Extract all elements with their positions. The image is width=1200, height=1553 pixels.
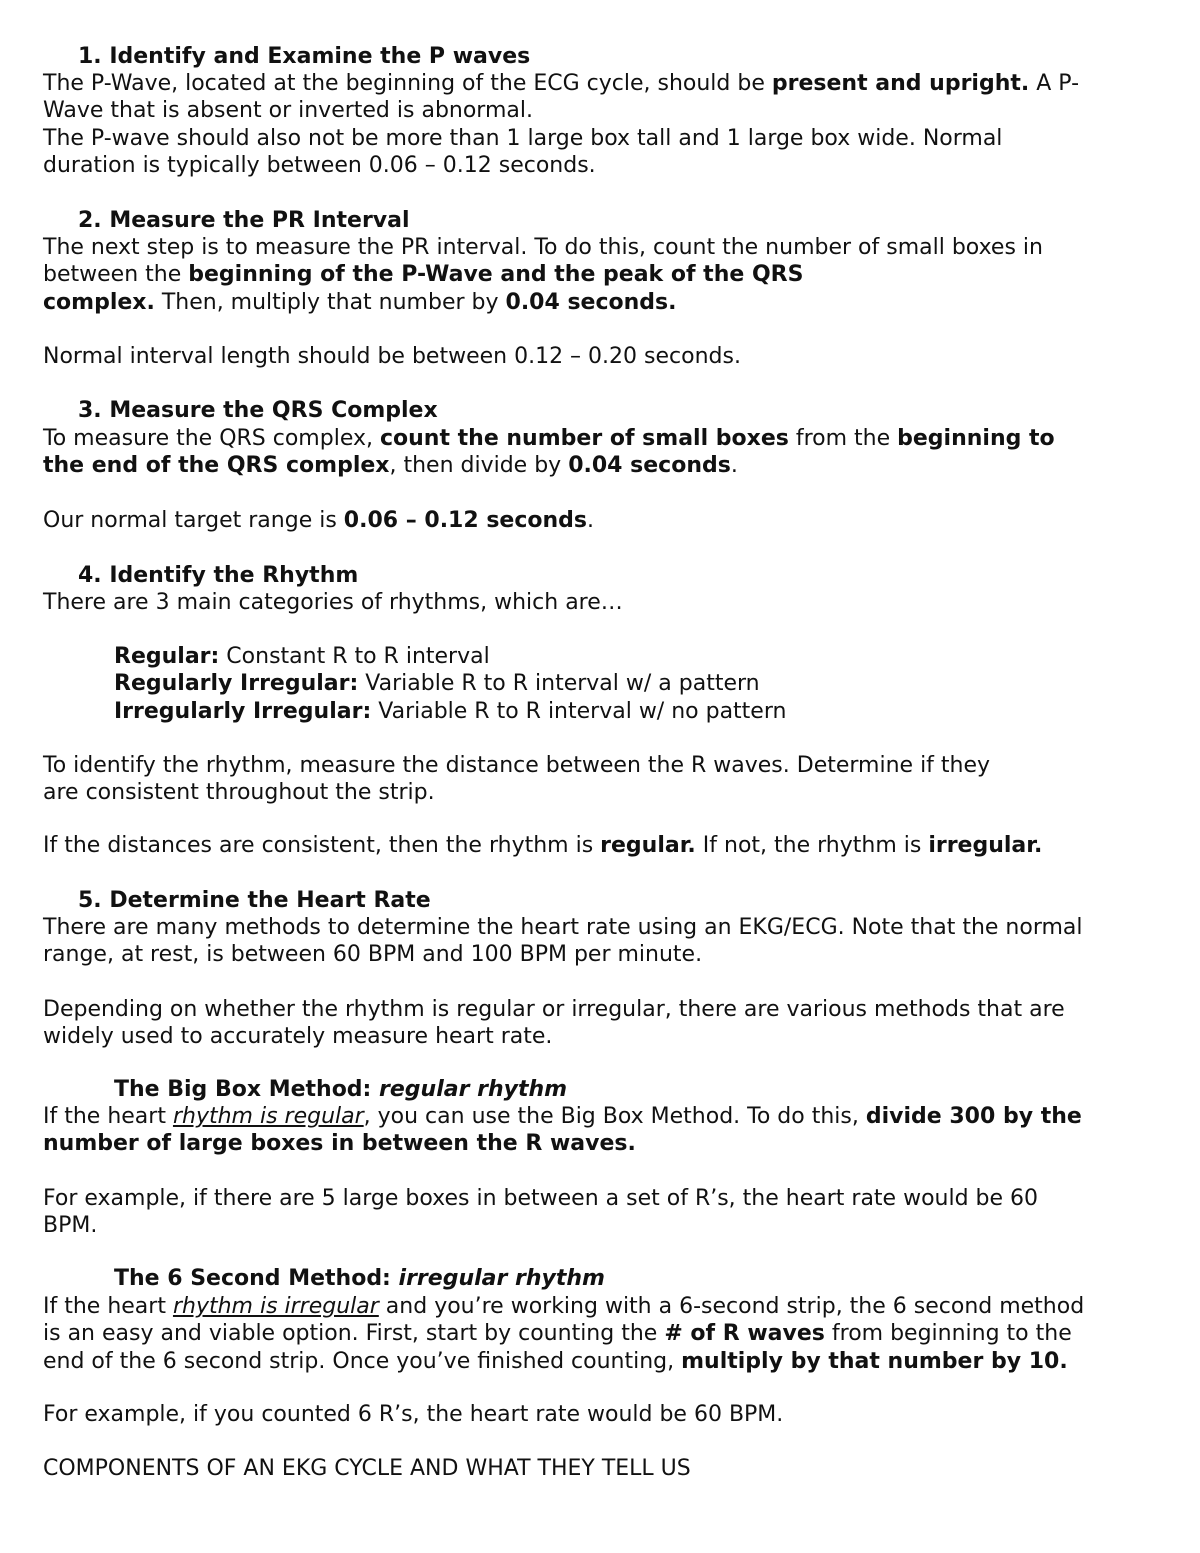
big-box-method-heading: The Big Box Method: regular rhythm: [114, 1077, 568, 1102]
six-second-method-heading: The 6 Second Method: irregular rhythm: [114, 1266, 605, 1291]
section-5-heading: 5. Determine the Heart Rate: [78, 888, 431, 913]
section-4-paragraph-2: To identify the rhythm, measure the distance between the R waves. Determine if they are consistent throughout the strip.: [43, 753, 991, 806]
section-3-paragraph-1: To measure the QRS complex, count the number of small boxes from the beginning to the end of the QRS complex, then divide by 0.04 seconds.: [43, 426, 1055, 479]
section-5-paragraph-1: There are many methods to determine the heart rate using an EKG/ECG. Note that the normal range, at rest, is between 60 BPM and 100 BPM per minute.: [43, 915, 1083, 968]
rhythm-categories-list: [114, 643, 1114, 725]
six-second-paragraph-1: If the heart rhythm is irregular and you’re working with a 6-second strip, the 6 second method is an easy and viable option. First, start by counting the # of R waves from beginning to the end of the 6 second strip. Once you’ve finished counting, multiply by that number by 10.: [43, 1294, 1085, 1374]
section-2-heading: 2. Measure the PR Interval: [78, 208, 410, 233]
section-4-intro: There are 3 main categories of rhythms, which are…: [43, 590, 623, 615]
list-item: Regularly Irregular: Variable R to R interval w/ a pattern: [114, 671, 760, 697]
section-5-paragraph-2: Depending on whether the rhythm is regular or irregular, there are various methods that are widely used to accurately measure heart rate.: [43, 997, 1065, 1050]
section-4-heading: 4. Identify the Rhythm: [78, 563, 359, 588]
section-2-paragraph-1: The next step is to measure the PR interval. To do this, count the number of small boxes in between the beginning of the P-Wave and the peak of the QRS complex. Then, multiply that number by 0.04 seconds.: [43, 235, 1043, 315]
list-item: Irregularly Irregular: Variable R to R interval w/ no pattern: [114, 698, 787, 724]
list-item: Regular: Constant R to R interval: [114, 644, 490, 669]
section-1-paragraph-2: The P-wave should also not be more than 1 large box tall and 1 large box wide. Normal duration is typically between 0.06 – 0.12 seconds.: [43, 126, 1003, 179]
section-2-paragraph-2: Normal interval length should be between 0.12 – 0.20 seconds.: [43, 344, 741, 369]
section-3-heading: 3. Measure the QRS Complex: [78, 398, 438, 423]
section-1-heading: 1. Identify and Examine the P waves: [78, 44, 531, 69]
six-second-paragraph-2: For example, if you counted 6 R’s, the heart rate would be 60 BPM.: [43, 1402, 784, 1427]
big-box-paragraph-2: For example, if there are 5 large boxes in between a set of R’s, the heart rate would be 60 BPM.: [43, 1186, 1039, 1239]
big-box-paragraph-1: If the heart rhythm is regular, you can use the Big Box Method. To do this, divide 300 by the number of large boxes in between the R waves.: [43, 1104, 1082, 1157]
components-heading: COMPONENTS OF AN EKG CYCLE AND WHAT THEY TELL US: [43, 1456, 691, 1481]
section-3-paragraph-2: Our normal target range is 0.06 – 0.12 seconds.: [43, 508, 595, 533]
section-1-paragraph-1: The P-Wave, located at the beginning of the ECG cycle, should be present and upright. A P- Wave that is absent or inverted is abnormal.: [43, 71, 1080, 124]
section-4-paragraph-3: If the distances are consistent, then the rhythm is regular. If not, the rhythm is irregular.: [43, 833, 1043, 858]
